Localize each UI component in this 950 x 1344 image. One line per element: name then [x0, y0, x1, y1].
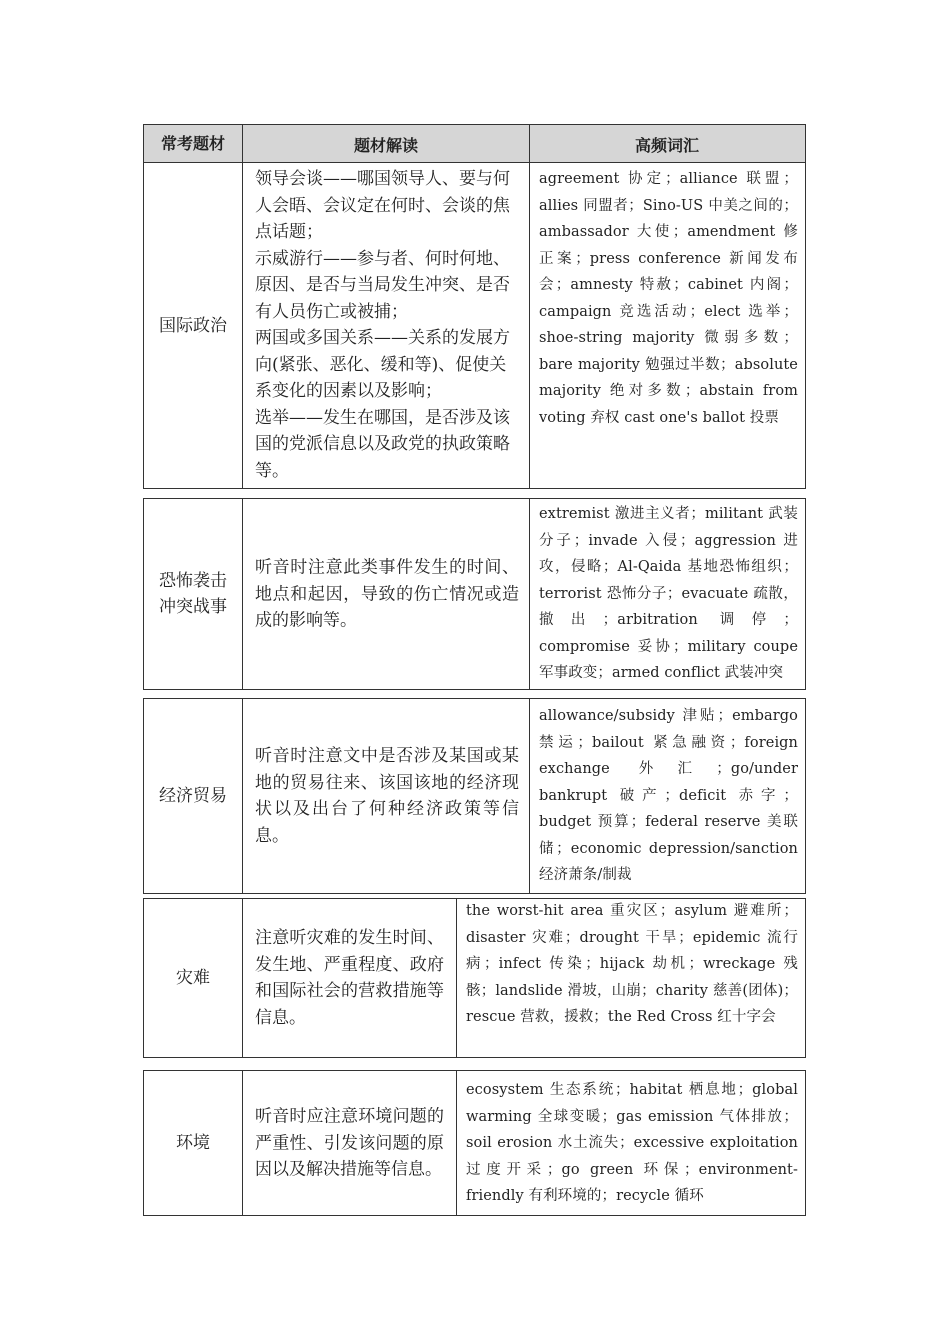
row-reading: 领导会谈——哪国领导人、要与何人会晤、会议定在何时、会谈的焦点话题； 示威游行——参与者、何时何地、原因、是否与当局发生冲突、是否有人员伤亡或被捕； 两国或多国关系——关系的发展方向(紧张、恶化、缓和等)、促使关系变化的因素以及影响； 选举——发生在哪国，是否涉及该国的党派信息以及政党的执政策略等。: [255, 169, 510, 481]
table-row: [143, 1070, 806, 1216]
row-vocab: agreement 协定；alliance 联盟；allies 同盟者；Sino-US 中美之间的；ambassador 大使；amendment 修正案；press conference 新闻发布会；amnesty 特赦；cabinet 内阁；campaign 竞选活动；elect 选举；shoe-string majority 微弱多数；bare majority 勉强过半数；absolute majority 绝对多数；abstain from voting 弃权 cast one's ballot 投票: [539, 171, 798, 426]
table-row: [143, 162, 806, 489]
row-reading: 听音时应注意环境问题的严重性、引发该问题的原因以及解决措施等信息。: [255, 1106, 444, 1180]
row-reading: 听音时注意文中是否涉及某国或某地的贸易往来、该国该地的经济现状以及出台了何种经济政策等信息。: [255, 746, 519, 846]
row-vocab: extremist 激进主义者；militant 武装分子；invade 入侵；aggression 进攻，侵略；Al-Qaida 基地恐怖组织；terrorist 恐怖分子；evacuate 疏散，撤出；arbitration 调停；compromise 妥协；military coupe 军事政变；armed conflict 武装冲突: [539, 506, 798, 681]
table-header: [143, 124, 806, 163]
row-topic: 恐怖袭击 冲突战事: [144, 499, 243, 689]
header-topic: 常考题材: [144, 125, 243, 163]
table-row: [143, 498, 806, 690]
table-row: [143, 698, 806, 894]
row-vocab: the worst-hit area 重灾区；asylum 避难所；disaster 灾难；drought 干旱；epidemic 流行病；infect 传染；hijack 劫机；wreckage 残骸；landslide 滑坡，山崩；charity 慈善(团体)；rescue 营救，援救；the Red Cross 红十字会: [466, 903, 798, 1025]
row-reading: 听音时注意此类事件发生的时间、地点和起因，导致的伤亡情况或造成的影响等。: [255, 557, 519, 631]
row-reading: 注意听灾难的发生时间、发生地、严重程度、政府和国际社会的营救措施等信息。: [255, 928, 444, 1028]
header-reading: 题材解读: [243, 125, 530, 163]
row-vocab: ecosystem 生态系统；habitat 栖息地；global warming 全球变暖；gas emission 气体排放；soil erosion 水土流失；excessive exploitation 过度开采；go green 环保；environment-friendly 有利环境的；recycle 循环: [466, 1082, 798, 1204]
row-topic: 经济贸易: [144, 699, 243, 893]
row-topic: 国际政治: [144, 163, 243, 488]
header-vocab: 高频词汇: [634, 135, 699, 155]
row-topic: 灾难: [144, 899, 243, 1057]
row-vocab: allowance/subsidy 津贴；embargo 禁运；bailout 紧急融资；foreign exchange 外汇；go/under bankrupt 破产；deficit 赤字；budget 预算；federal reserve 美联储；economic depression/sanction 经济萧条/制裁: [539, 708, 798, 883]
table-row: [143, 898, 806, 1058]
row-topic: 环境: [144, 1071, 243, 1215]
